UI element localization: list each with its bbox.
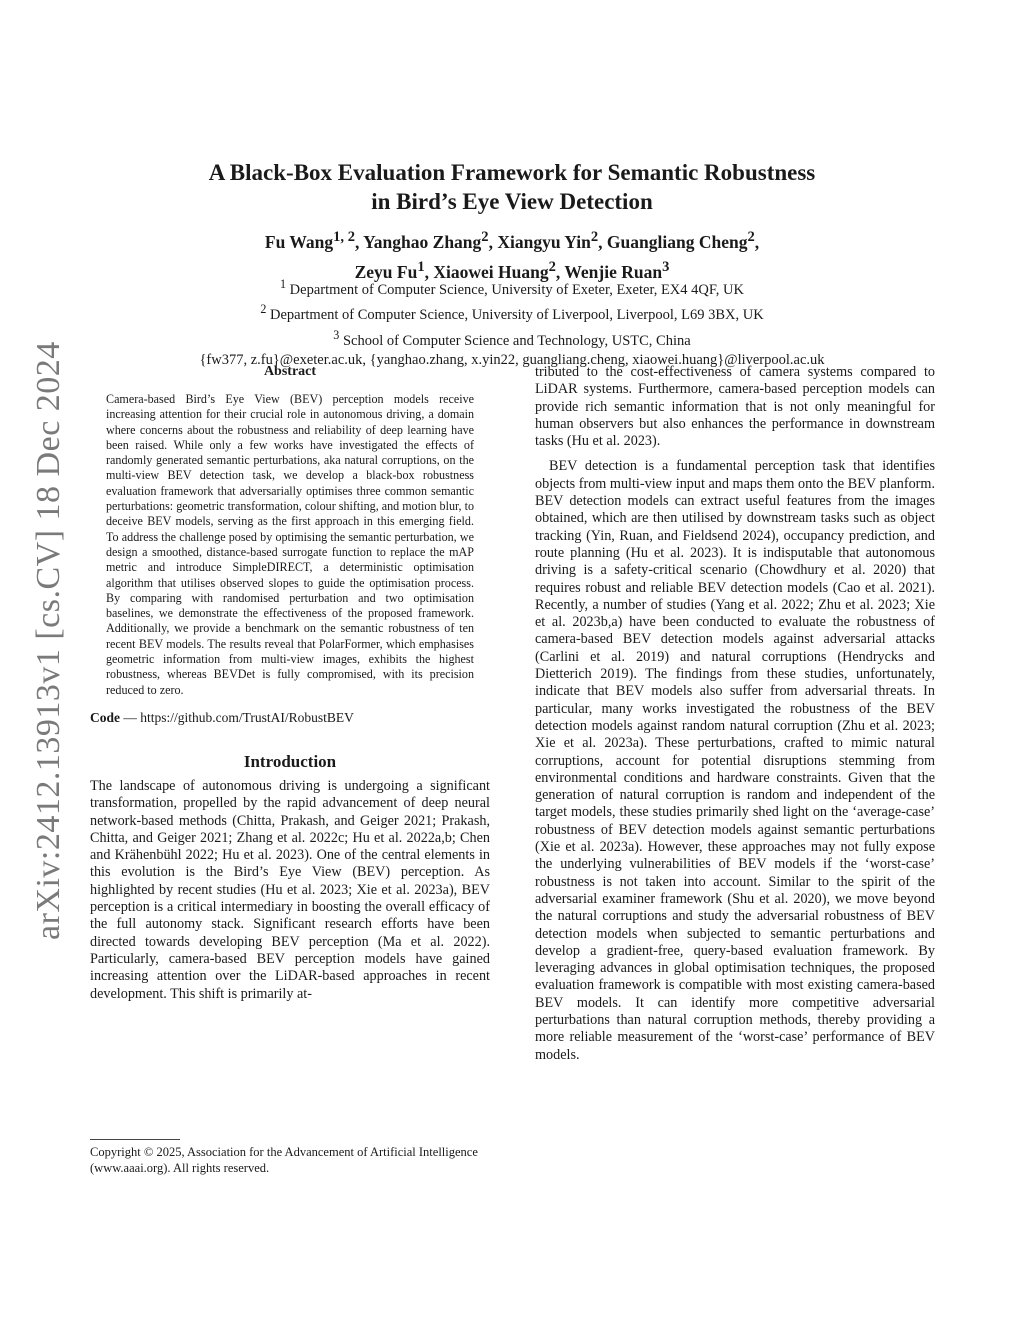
affiliation-sup: 2 xyxy=(260,302,267,317)
author-sup: 2 xyxy=(590,229,599,245)
intro-paragraph-continued: tributed to the cost-effectiveness of camera systems compared to LiDAR systems. Furthermore, camera-based perception models can provide rich semantic information that is not only meaningful for human observers but also enhances the performance in downstream tasks (Hu et al. 2023). xyxy=(535,364,935,450)
footnote-divider xyxy=(90,1139,180,1140)
author-line-1: Fu Wang$^{1, 2}$, Yanghao Zhang$^2$, Xiangyu Yin$^2$, Guangliang Cheng$^2$, xyxy=(264,229,760,252)
author-name: Yanghao Zhang xyxy=(363,231,482,252)
right-column xyxy=(535,364,935,1064)
author-sup: 1, 2 xyxy=(333,229,355,245)
affiliation-text: Department of Computer Science, University of Exeter, Exeter, EX4 4QF, UK xyxy=(289,281,744,298)
author-line-2: Zeyu Fu$^1$, Xiaowei Huang$^2$, Wenjie Ruan$^3$ xyxy=(354,258,670,282)
code-label: Code xyxy=(90,709,120,725)
title-line-2: in Bird’s Eye View Detection xyxy=(371,189,653,214)
title-line-1: A Black-Box Evaluation Framework for Semantic Robustness xyxy=(208,160,816,185)
author-name: Wenjie Ruan xyxy=(564,261,663,282)
author-name: Fu Wang xyxy=(264,231,334,252)
left-column xyxy=(90,364,490,1003)
affiliation-sup: 1 xyxy=(280,277,287,291)
code-link-line xyxy=(90,710,490,726)
code-url[interactable]: — https://github.com/TrustAI/RobustBEV xyxy=(120,709,354,725)
affiliation-3 xyxy=(90,326,934,351)
author-name: Xiangyu Yin xyxy=(497,231,591,252)
author-name: Guangliang Cheng xyxy=(606,231,748,252)
author-sup: 3 xyxy=(662,258,670,275)
intro-paragraph-2: BEV detection is a fundamental perception task that identifies objects from multi-view input and maps them onto the BEV planform. BEV detection models can extract useful features from the images obtained, which are then utilised by downstream tasks such as object tracking (Yin, Ruan, and Fieldsend 2024), occupancy prediction, and route planning (Hu et al. 2023). It is indisputable that autonomous driving is a safety-critical scenario (Chowdhury et al. 2020) that requires robust and reliable BEV detection models (Cao et al. 2021). Recently, a number of studies (Yang et al. 2022; Zhu et al. 2023; Xie et al. 2023b,a) have been conducted to evaluate the robustness of camera-based BEV detection models against adversarial attacks (Carlini et al. 2019) and natural corruptions (Hendrycks and Dietterich 2019). The findings from these studies, unfortunately, indicate that BEV models also suffer from adversarial threats. In particular, many works investigated the robustness of the BEV detection models against random natural corruption (Zhu et al. 2023; Xie et al. 2023a). These perturbations, crafted to mimic natural corruptions, account for potential disruptions stemming from environmental conditions and hardware constraints. Given that the generation of natural corruption is random and independent of the target models, these studies primarily shed light on the ‘average-case’ robustness of BEV detection models against semantic perturbations (Xie et al. 2023a). However, these approaches may not fully expose the underlying vulnerabilities of BEV models if the ‘worst-case’ robustness is not taken into account. Similar to the spirit of the adversarial examiner framework (Shu et al. 2020), we move beyond the natural corruptions and study the adversarial robustness of BEV detection models when subjected to semantic perturbations and develop a gradient-free, query-based evaluation framework. By leveraging advances in global optimisation techniques, the proposed evaluation framework is compatible with most existing camera-based BEV models. It can identify more competitive adversarial perturbations than natural corruption methods, thereby providing a more reliable measurement of the ‘worst-case’ performance of BEV models. xyxy=(535,458,935,1063)
author-sup: 2 xyxy=(548,258,556,275)
author-sup: 1 xyxy=(417,258,425,275)
author-sup: 2 xyxy=(747,229,755,245)
author-name: Zeyu Fu xyxy=(354,261,418,282)
arxiv-watermark: arXiv:2412.13913v1 [cs.CV] 18 Dec 2024 xyxy=(30,341,67,940)
intro-paragraph-1: The landscape of autonomous driving is undergoing a significant transformation, propelled by the rapid advancement of deep neural network-based methods (Chitta, Prakash, and Geiger 2021; Prakash, Chitta, and Geiger 2021; Zhang et al. 2022c; Hu et al. 2022a,b; Chen and Krähenbühl 2022; Hu et al. 2023). One of the central elements in this evolution is the Bird’s Eye View (BEV) perception. As highlighted by recent studies (Hu et al. 2023; Xie et al. 2023a), BEV perception is a critical intermediary in boosting the overall efficacy of the full autonomy stack. Significant research efforts have been directed towards developing BEV perception (Ma et al. 2022). Particularly, camera-based BEV perception models have gained increasing attention over the LiDAR-based approaches in recent development. This shift is primarily at- xyxy=(90,777,490,1002)
affiliation-text: Department of Computer Science, University of Liverpool, Liverpool, L69 3BX, UK xyxy=(269,307,764,324)
affiliation-sup: 3 xyxy=(333,327,340,342)
abstract-heading: Abstract xyxy=(263,364,317,379)
affiliation-2 xyxy=(90,300,934,325)
author-emails: {fw377, z.fu}@exeter.ac.uk, {yanghao.zhang, x.yin22, guangliang.cheng, xiaowei.huang}@liverpool.ac.uk xyxy=(199,351,825,368)
abstract-text: Camera-based Bird’s Eye View (BEV) perception models receive increasing attention for their crucial role in autonomous driving, a domain where concerns about the robustness and reliability of deep learning have been raised. While only a few works have investigated the effects of randomly generated semantic perturbations, aka natural corruptions, on the multi-view BEV detection task, we develop a black-box robustness evaluation framework that adversarially optimises three common semantic perturbations: geometric transformation, colour shifting, and motion blur, to deceive BEV models, serving as the first approach in this emerging field. To address the challenge posed by optimising the semantic perturbation, we design a smoothed, distance-based surrogate function to replace the mAP metric and introduce SimpleDIRECT, a deterministic optimisation algorithm that utilises observed slopes to guide the optimisation process. By comparing with randomised perturbation and two optimisation baselines, we demonstrate the effectiveness of the proposed framework. Additionally, we provide a benchmark on the semantic robustness of ten recent BEV models. The results reveal that PolarFormer, which emphasises geometric information from multi-view images, exhibits the highest robustness, whereas BEVDet is fully compromised, with its precision reduced to zero. xyxy=(106,392,474,697)
author-sup: 2 xyxy=(481,229,489,245)
affiliation-1 xyxy=(90,275,934,300)
author-name: Xiaowei Huang xyxy=(433,261,549,282)
introduction-heading: Introduction xyxy=(243,751,337,771)
paper-title xyxy=(90,158,934,216)
affiliation-text: School of Computer Science and Technology, USTC, China xyxy=(342,332,691,349)
affiliations xyxy=(90,275,934,370)
copyright-footnote: Copyright © 2025, Association for the Advancement of Artificial Intelligence (www.aaai.org). All rights reserved. xyxy=(90,1145,478,1175)
